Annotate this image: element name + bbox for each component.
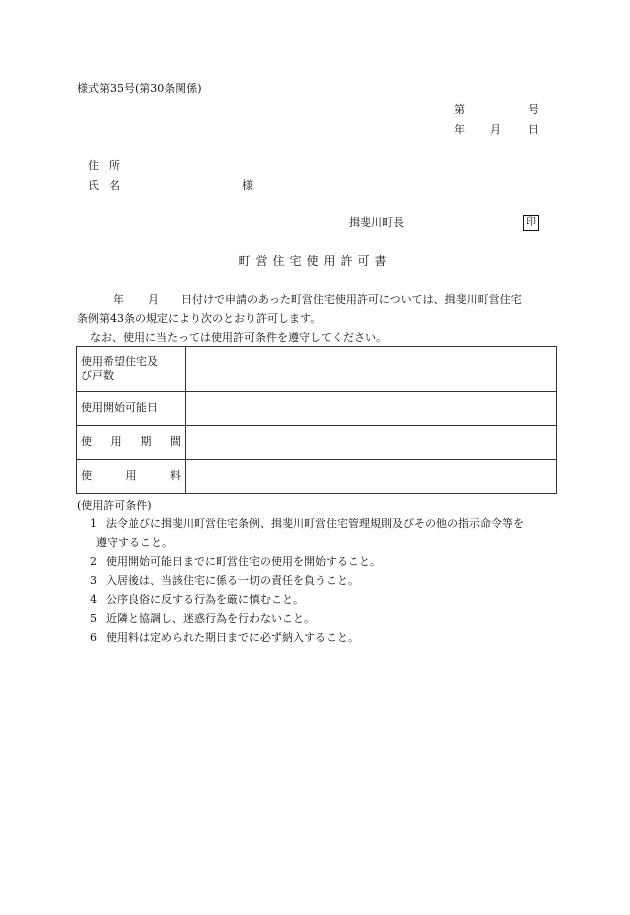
condition-number: 1	[90, 517, 97, 530]
body-year-label: 年	[113, 293, 124, 306]
table-row-period	[77, 426, 557, 460]
condition-text: 公序良俗に反する行為を厳に慎むこと。	[106, 593, 304, 606]
condition-text: 使用料は定められた期日までに必ず納入すること。	[106, 631, 359, 644]
condition-number: 6	[90, 631, 97, 644]
condition-text: 入居後は、当該住宅に係る一切の責任を負うこと。	[106, 574, 359, 587]
condition-number: 3	[90, 574, 97, 587]
start-date-label: 使用開始可能日	[77, 392, 186, 426]
condition-item	[90, 593, 304, 607]
condition-item	[90, 517, 524, 531]
fee-char: 料	[170, 469, 181, 483]
period-char: 用	[110, 435, 122, 449]
condition-number: 4	[90, 593, 97, 606]
fee-value-cell	[186, 460, 557, 494]
fee-label	[77, 460, 186, 494]
name-label: 氏名	[88, 179, 130, 192]
condition-item-continuation: 遵守すること。	[96, 536, 173, 549]
period-char: 期	[140, 435, 152, 449]
ref-number-dai: 第	[454, 103, 465, 116]
permit-details-table	[76, 346, 557, 494]
conditions-heading: (使用許可条件)	[77, 499, 152, 512]
condition-number: 5	[90, 612, 97, 625]
period-value-cell	[186, 426, 557, 460]
body-line-2: 条例第43条の規定により次のとおり許可します。	[77, 312, 322, 325]
condition-number: 2	[90, 555, 97, 568]
document-title: 町営住宅使用許可書	[238, 254, 392, 268]
start-date-value-cell	[186, 392, 557, 426]
table-row-housing	[77, 347, 557, 392]
condition-item	[90, 612, 315, 626]
body-line-3: なお、使用に当たっては使用許可条件を遵守してください。	[90, 331, 387, 344]
honorific-sama: 様	[242, 179, 253, 192]
date-day-label: 日	[528, 123, 539, 136]
period-label	[77, 426, 186, 460]
housing-label	[77, 347, 186, 392]
condition-text: 法令並びに揖斐川町営住宅条例、揖斐川町営住宅管理規則及びその他の指示命令等を	[106, 517, 524, 530]
date-month-label: 月	[490, 123, 501, 136]
condition-item	[90, 574, 359, 588]
table-row-start-date	[77, 392, 557, 426]
condition-item	[90, 555, 381, 569]
fee-char: 使	[81, 469, 92, 483]
condition-item	[90, 631, 359, 645]
condition-text: 近隣と協調し、迷惑行為を行わないこと。	[106, 612, 315, 625]
housing-value-cell	[186, 347, 557, 392]
ref-number-go: 号	[528, 103, 539, 116]
housing-label-line-2: び戸数	[81, 369, 114, 382]
fee-char: 用	[125, 469, 137, 483]
date-year-label: 年	[454, 123, 465, 136]
issuer-mayor: 揖斐川町長	[349, 216, 404, 229]
condition-text: 使用開始可能日までに町営住宅の使用を開始すること。	[106, 555, 381, 568]
table-row-fee	[77, 460, 557, 494]
seal-stamp-icon: 印	[523, 215, 539, 231]
period-char: 使	[81, 435, 92, 449]
period-char: 間	[169, 435, 181, 449]
body-month-label: 月	[148, 293, 159, 306]
body-line-1-text: 日付けで申請のあった町営住宅使用許可については、揖斐川町営住宅	[181, 293, 522, 306]
housing-label-line-1: 使用希望住宅及	[81, 354, 158, 368]
address-label: 住所	[88, 159, 130, 172]
form-number: 様式第35号(第30条関係)	[77, 82, 202, 95]
